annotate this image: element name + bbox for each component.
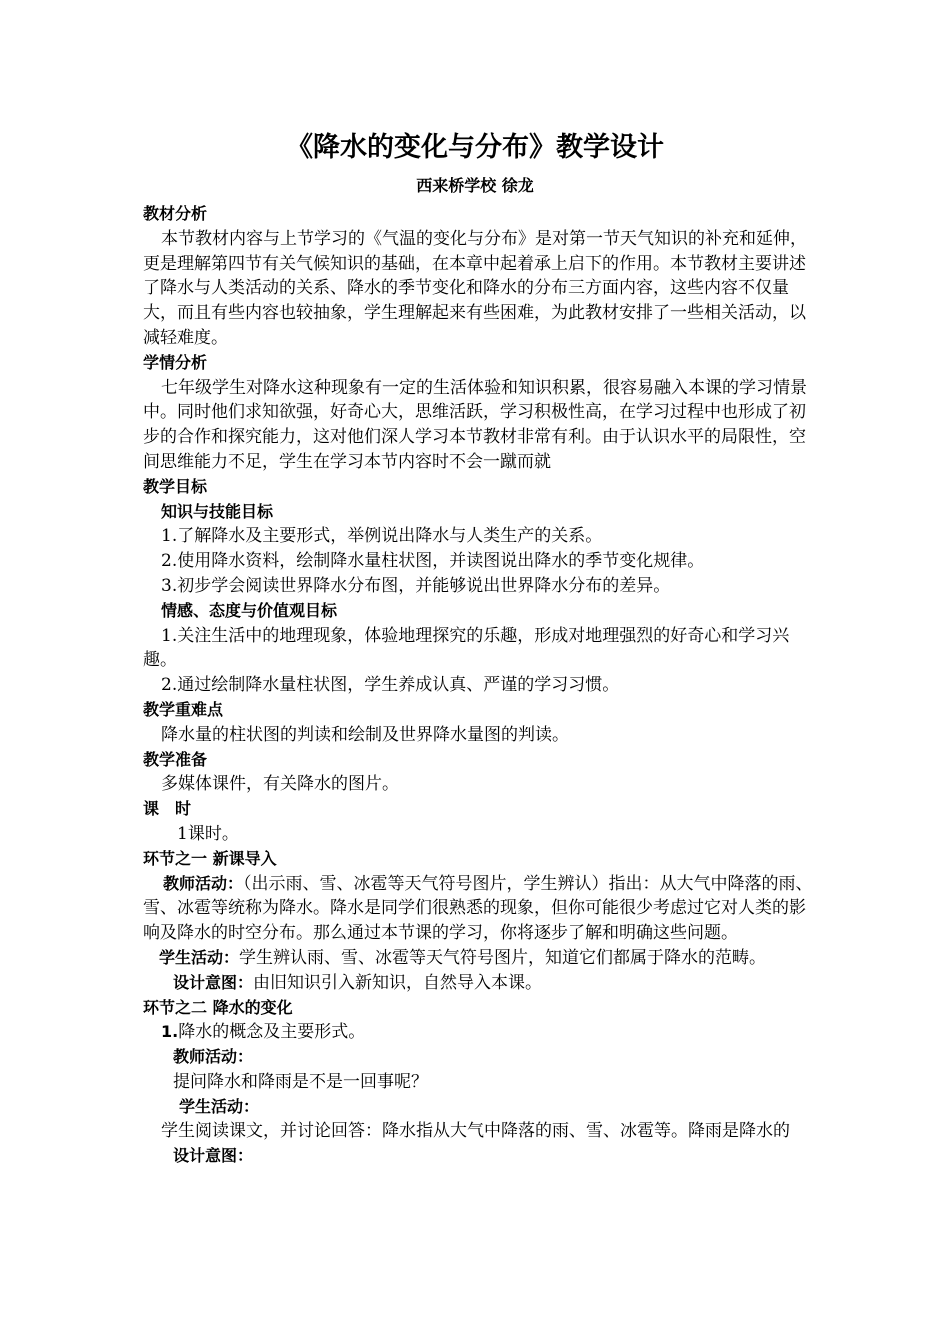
document-body (143, 202, 815, 1169)
intro-design-intent (143, 971, 815, 996)
knowledge-objective-1: 1.了解降水及主要形式，举例说出降水与人类生产的关系。 (161, 526, 603, 547)
section-heading-teaching-objectives: 教学目标 (143, 476, 208, 496)
precipitation-item-1 (143, 1020, 815, 1045)
emotion-objective-1: 1.关注生活中的地理现象，体验地理探究的乐趣，形成对地理强烈的好奇心和学习兴趣。 (143, 625, 790, 671)
change-student-activity-label: 学生活动： (179, 1096, 260, 1116)
intro-teacher-activity (143, 872, 815, 946)
change-student-activity-text: 学生阅读课文，并讨论回答：降水指从大气中降落的雨、雪、冰雹等。降雨是降水的 (161, 1121, 790, 1142)
textbook-analysis-paragraph: 本节教材内容与上节学习的《气温的变化与分布》是对第一节天气知识的补充和延伸，更是理解第四节有关气候知识的基础，在本章中起着承上启下的作用。本节教材主要讲述了降水与人类活动的关系、降水的季节变化和降水的分布三方面内容，这些内容不仅量大，而且有些内容也较抽象，学生理解起来有些困难，为此教材安排了一些相关活动，以减轻难度。 (143, 228, 807, 348)
teacher-activity-label: 教师活动： (163, 873, 244, 893)
item-number: 1. (161, 1022, 179, 1042)
student-activity-text: 学生辨认雨、雪、冰雹等天气符号图片，知道它们都属于降水的范畴。 (239, 947, 767, 968)
document-author: 西来桥学校 徐龙 (416, 176, 534, 195)
teacher-activity-text: （出示雨、雪、冰雹等天气符号图片，学生辨认）指出：从大气中降落的雨、雪、冰雹等统称为降水。降水是同学们很熟悉的现象，但你可能很少考虑过它对人类的影响及降水的时空分布。那么通过本节课的学习，你将逐步了解和明确这些问题。 (143, 873, 813, 944)
class-hours-paragraph: 1课时。 (177, 823, 239, 844)
section-heading-student-analysis: 学情分析 (143, 352, 208, 372)
item-text: 降水的概念及主要形式。 (178, 1022, 366, 1043)
change-design-intent-label: 设计意图： (173, 1146, 254, 1166)
section-heading-precipitation-change: 环节之二 降水的变化 (143, 997, 293, 1017)
knowledge-objective-3: 3.初步学会阅读世界降水分布图，并能够说出世界降水分布的差异。 (161, 575, 671, 596)
section-heading-textbook-analysis: 教材分析 (143, 204, 208, 223)
section-heading-introduction: 环节之一 新课导入 (143, 848, 277, 868)
subheading-knowledge-skills: 知识与技能目标 (161, 501, 274, 521)
change-teacher-activity-text: 提问降水和降雨是不是一回事呢？ (173, 1071, 428, 1092)
change-teacher-activity-label: 教师活动： (173, 1047, 254, 1067)
knowledge-objective-2: 2.使用降水资料，绘制降水量柱状图，并读图说出降水的季节变化规律。 (161, 551, 705, 572)
document-title: 《降水的变化与分布》教学设计 (286, 132, 664, 163)
section-heading-key-difficulties: 教学重难点 (143, 699, 224, 719)
section-heading-class-hours: 课 时 (143, 799, 192, 819)
subheading-emotion-values: 情感、态度与价值观目标 (161, 600, 338, 620)
intro-student-activity (143, 946, 815, 971)
key-difficulties-paragraph: 降水量的柱状图的判读和绘制及世界降水量图的判读。 (161, 724, 569, 745)
preparation-paragraph: 多媒体课件，有关降水的图片。 (161, 774, 399, 795)
section-heading-preparation: 教学准备 (143, 749, 208, 769)
design-intent-label: 设计意图： (173, 972, 254, 992)
student-analysis-paragraph: 七年级学生对降水这种现象有一定的生活体验和知识积累，很容易融入本课的学习情景中。同时他们求知欲强，好奇心大，思维活跃，学习积极性高，在学习过程中也形成了初步的合作和探究能力，这对他们深人学习本节教材非常有利。由于认识水平的局限性，空间思维能力不足，学生在学习本节内容时不会一蹴而就 (143, 377, 807, 472)
design-intent-text: 由旧知识引入新知识，自然导入本课。 (253, 972, 543, 993)
student-activity-label: 学生活动： (159, 947, 240, 967)
emotion-objective-2: 2.通过绘制降水量柱状图，学生养成认真、严谨的学习习惯。 (161, 675, 620, 696)
